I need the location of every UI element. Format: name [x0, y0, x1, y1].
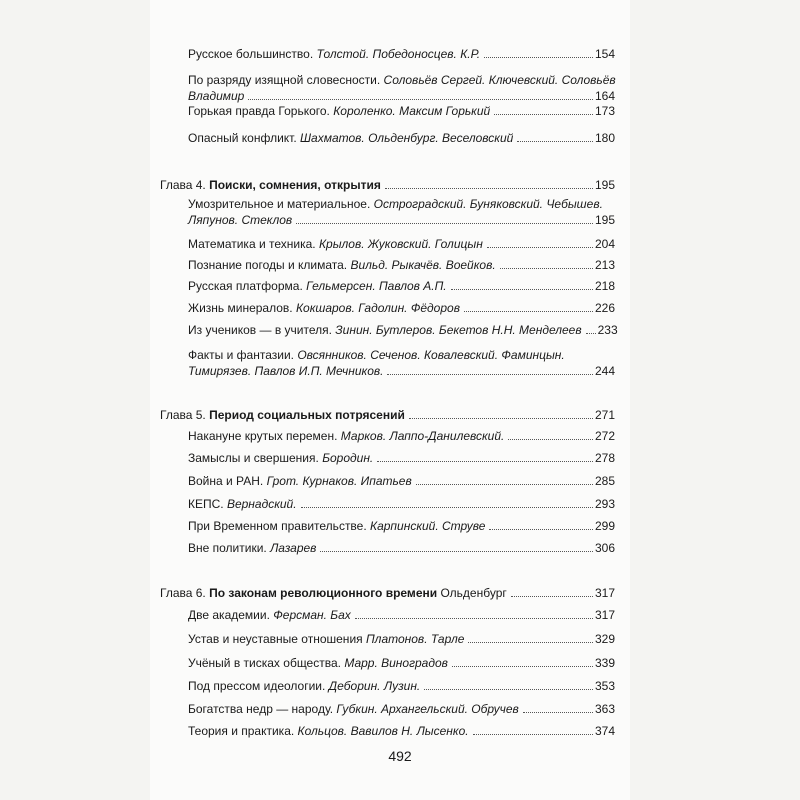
dot-leader: [416, 484, 593, 485]
chapter-heading[interactable]: [160, 407, 615, 423]
dot-leader: [484, 57, 593, 58]
page-ref: 317: [594, 586, 615, 600]
page-ref: 339: [594, 656, 615, 670]
section-title: По разряду изящной словесности.: [188, 73, 384, 87]
entry-title: [188, 723, 469, 739]
page-ref: 173: [594, 104, 615, 118]
toc-entry[interactable]: [188, 655, 615, 671]
dot-leader: [451, 289, 593, 290]
toc-entry[interactable]: [188, 631, 615, 647]
entry-title: [188, 88, 244, 104]
section-title: Русская платформа.: [188, 279, 307, 293]
dot-leader: [248, 99, 593, 100]
dot-leader: [387, 374, 592, 375]
scientist-names: Грот. Курнаков. Ипатьев: [266, 474, 412, 488]
scientist-names: Деборин. Лузин.: [328, 679, 421, 693]
section-title: Накануне крутых перемен.: [188, 429, 341, 443]
entry-title: [188, 72, 616, 88]
entry-title: [188, 103, 490, 119]
scientist-names: Кокшаров. Гадолин. Фёдоров: [295, 301, 460, 315]
section-title: Учёный в тисках общества.: [188, 656, 345, 670]
page-ref: 154: [594, 47, 615, 61]
dot-leader: [508, 439, 593, 440]
scientist-names: Марков. Лаппо-Данилевский.: [340, 429, 505, 443]
section-title: Две академии.: [188, 608, 274, 622]
section-title: Вне политики.: [188, 541, 271, 555]
dot-leader: [452, 666, 593, 667]
toc-entry[interactable]: [188, 518, 615, 534]
page-ref: 204: [594, 237, 615, 251]
page-ref: 374: [594, 724, 615, 738]
scientist-names: Ферсман. Бах: [273, 608, 351, 622]
entry-title: [188, 212, 292, 228]
toc-entry[interactable]: [188, 322, 618, 338]
page-ref: 233: [597, 323, 618, 337]
chapter-title: По законам революционного времени: [209, 586, 438, 600]
page-number: 492: [388, 748, 412, 764]
toc-entry[interactable]: [188, 540, 615, 556]
toc-entry[interactable]: [188, 103, 615, 119]
section-title: Умозрительное и материальное.: [188, 197, 374, 211]
entry-title: [188, 450, 373, 466]
chapter-suffix: Ольденбург: [437, 586, 507, 600]
chapter-heading[interactable]: [160, 585, 615, 601]
scientist-names: Карпинский. Струве: [370, 519, 486, 533]
section-title: Теория и практика.: [188, 724, 298, 738]
page-ref: 329: [594, 632, 615, 646]
page-ref: 271: [594, 408, 615, 422]
scientist-names-continued: Ляпунов. Стеклов: [188, 213, 293, 227]
scientist-names-continued: Тимирязев. Павлов И.П. Мечников.: [188, 364, 384, 378]
toc-entry[interactable]: [188, 678, 615, 694]
dot-leader: [385, 188, 593, 189]
section-title: КЕПС.: [188, 497, 227, 511]
page-ref: 272: [594, 429, 615, 443]
page-ref: 363: [594, 702, 615, 716]
entry-title: [188, 518, 485, 534]
toc-entry[interactable]: [188, 428, 615, 444]
entry-title: [160, 585, 507, 601]
page-ref: 226: [594, 301, 615, 315]
section-title: При Временном правительстве.: [188, 519, 371, 533]
entry-title: [188, 278, 447, 294]
page-ref: 164: [594, 89, 615, 103]
page-ref: 213: [594, 258, 615, 272]
scientist-names: Шахматов. Ольденбург. Веселовский: [300, 131, 514, 145]
page-ref: 195: [594, 213, 615, 227]
section-title: Познание погоды и климата.: [188, 258, 351, 272]
page-ref: 306: [594, 541, 615, 555]
entry-title: [188, 196, 603, 212]
scientist-names: Крылов. Жуковский. Голицын: [318, 237, 483, 251]
scientist-names: Бородин.: [322, 451, 374, 465]
scientist-names: Соловьёв Сергей. Ключевский. Соловьёв: [383, 73, 616, 87]
toc-entry[interactable]: [188, 496, 615, 512]
page-ref: 195: [594, 178, 615, 192]
chapter-title: Поиски, сомнения, открытия: [209, 178, 381, 192]
section-title: Под прессом идеологии.: [188, 679, 329, 693]
scientist-names: Вильд. Рыкачёв. Воейков.: [350, 258, 496, 272]
entry-title: [160, 177, 381, 193]
toc-entry[interactable]: [188, 300, 615, 316]
entry-title: [188, 130, 513, 146]
scientist-names-continued: Владимир: [188, 89, 245, 103]
chapter-number: Глава 6.: [160, 586, 210, 600]
scientist-names: Платонов. Тарле: [365, 632, 465, 646]
dot-leader: [468, 642, 593, 643]
toc-entry[interactable]: [188, 347, 615, 379]
section-title: Горькая правда Горького.: [188, 104, 334, 118]
dot-leader: [489, 529, 592, 530]
entry-title: [188, 631, 464, 647]
scientist-names: Губкин. Архангельский. Обручев: [336, 702, 519, 716]
toc-entry[interactable]: [188, 473, 615, 489]
toc-entry[interactable]: [188, 701, 615, 717]
entry-title: [188, 363, 383, 379]
dot-leader: [355, 618, 593, 619]
toc-entry[interactable]: [188, 278, 615, 294]
section-title: Русское большинство.: [188, 47, 317, 61]
dot-leader: [586, 333, 596, 334]
section-title: Богатства недр — народу.: [188, 702, 337, 716]
dot-leader: [523, 712, 593, 713]
dot-leader: [517, 141, 593, 142]
toc-entry[interactable]: [188, 130, 615, 146]
dot-leader: [500, 268, 593, 269]
dot-leader: [377, 461, 593, 462]
entry-title: [160, 407, 405, 423]
chapter-number: Глава 4.: [160, 178, 210, 192]
entry-title: [188, 322, 582, 338]
dot-leader: [473, 734, 593, 735]
entry-title: [188, 701, 519, 717]
scientist-names: Короленко. Максим Горький: [333, 104, 491, 118]
scientist-names: Зинин. Бутлеров. Бекетов Н.Н. Менделеев: [335, 323, 582, 337]
toc-entry[interactable]: [188, 196, 615, 228]
chapter-number: Глава 5.: [160, 408, 210, 422]
toc-entry[interactable]: [188, 607, 615, 623]
entry-title: [188, 655, 448, 671]
dot-leader: [320, 551, 593, 552]
entry-title: [188, 257, 496, 273]
page-ref: 353: [594, 679, 615, 693]
chapter-heading[interactable]: [160, 177, 615, 193]
entry-title: [188, 428, 504, 444]
dot-leader: [464, 311, 593, 312]
entry-title: [188, 540, 316, 556]
entry-title: [188, 236, 483, 252]
section-title: Война и РАН.: [188, 474, 267, 488]
toc-entry[interactable]: [188, 46, 615, 62]
scientist-names: Толстой. Победоносцев. К.Р.: [316, 47, 481, 61]
section-title: Математика и техника.: [188, 237, 319, 251]
scientist-names: Остроградский. Буняковский. Чебышев.: [373, 197, 603, 211]
scientist-names: Марр. Виноградов: [344, 656, 448, 670]
page-ref: 218: [594, 279, 615, 293]
dot-leader: [301, 507, 593, 508]
scientist-names: Кольцов. Вавилов Н. Лысенко.: [297, 724, 469, 738]
dot-leader: [424, 689, 593, 690]
toc-entry[interactable]: [188, 236, 615, 252]
chapter-title: Период социальных потрясений: [209, 408, 405, 422]
entry-title: [188, 607, 351, 623]
section-title: Замыслы и свершения.: [188, 451, 323, 465]
page-ref: 278: [594, 451, 615, 465]
dot-leader: [494, 114, 593, 115]
scientist-names: Лазарев: [270, 541, 317, 555]
dot-leader: [296, 223, 593, 224]
page-ref: 299: [594, 519, 615, 533]
dot-leader: [511, 596, 593, 597]
section-title: Факты и фантазии.: [188, 348, 298, 362]
page-ref: 317: [594, 608, 615, 622]
section-title: Устав и неуставные отношения: [188, 632, 366, 646]
dot-leader: [487, 247, 593, 248]
dot-leader: [409, 418, 593, 419]
scientist-names: Овсянников. Сеченов. Ковалевский. Фаминцын.: [297, 348, 565, 362]
toc-entry[interactable]: [188, 257, 615, 273]
entry-title: [188, 473, 412, 489]
toc-entry[interactable]: [188, 723, 615, 739]
scientist-names: Гельмерсен. Павлов А.П.: [306, 279, 447, 293]
toc-entry[interactable]: [188, 72, 615, 104]
page-ref: 244: [594, 364, 615, 378]
page-ref: 285: [594, 474, 615, 488]
page-ref: 180: [594, 131, 615, 145]
toc-entry[interactable]: [188, 450, 615, 466]
scientist-names: Вернадский.: [226, 497, 297, 511]
section-title: Опасный конфликт.: [188, 131, 301, 145]
section-title: Из учеников — в учителя.: [188, 323, 336, 337]
entry-title: [188, 347, 565, 363]
page-ref: 293: [594, 497, 615, 511]
entry-title: [188, 46, 480, 62]
entry-title: [188, 300, 460, 316]
entry-title: [188, 496, 297, 512]
section-title: Жизнь минералов.: [188, 301, 296, 315]
entry-title: [188, 678, 420, 694]
